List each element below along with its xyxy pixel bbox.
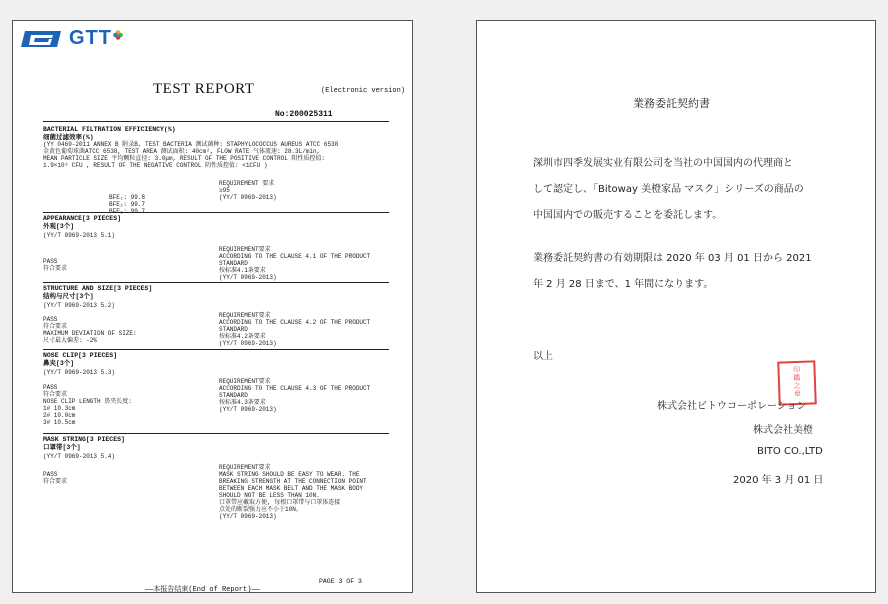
mask-string-requirement bbox=[219, 464, 367, 520]
requirement-line: REQUIREMENT要求 bbox=[219, 464, 271, 471]
result-line: 符合要求 bbox=[43, 391, 68, 398]
nose-clip-heading-cn: 鼻夹[3个] bbox=[43, 359, 75, 367]
appearance-requirement bbox=[219, 246, 370, 281]
result-line: 符合要求 bbox=[43, 478, 68, 485]
result-line: 符合要求 bbox=[43, 265, 68, 272]
nose-clip-section bbox=[43, 352, 117, 376]
requirement-line: ACCORDING TO THE CLAUSE 4.3 OF THE PRODUCT bbox=[219, 385, 371, 392]
nose-clip-result bbox=[43, 384, 132, 426]
requirement-line: BETWEEN EACH MASK BELT AND THE MASK BODY bbox=[219, 485, 364, 492]
requirement-line: 口罩带应戴取方便, 每根口罩带与口罩体连接 bbox=[219, 499, 341, 506]
paragraph-line: 年 2 月 28 日まで、1 年間になります。 bbox=[533, 279, 714, 290]
gtt-logo bbox=[21, 27, 123, 50]
mask-string-method: (YY/T 0969-2013 5.4) bbox=[43, 453, 116, 460]
result-line: MAXIMUM DEVIATION OF SIZE: bbox=[43, 330, 137, 337]
report-edition: (Electronic version) bbox=[321, 87, 406, 95]
bfe-requirement bbox=[219, 180, 277, 201]
requirement-line: REQUIREMENT要求 bbox=[219, 378, 271, 385]
bfe-section bbox=[43, 126, 338, 169]
requirement-line: MASK STRING SHOULD BE EASY TO WEAR. THE bbox=[219, 471, 360, 478]
requirement-line: ACCORDING TO THE CLAUSE 4.1 OF THE PRODUCT bbox=[219, 253, 371, 260]
appearance-result bbox=[43, 258, 67, 272]
requirement-line: STANDARD bbox=[219, 392, 248, 399]
requirement-line: 按标准4.1条要求 bbox=[219, 267, 266, 274]
appearance-heading: APPEARANCE[3 PIECES] bbox=[43, 215, 122, 222]
nose-clip-method: (YY/T 0969-2013 5.3) bbox=[43, 369, 116, 376]
mask-string-result bbox=[43, 471, 67, 485]
requirement-line: 按标准4.2条要求 bbox=[219, 333, 266, 340]
nose-clip-requirement bbox=[219, 378, 370, 413]
bfe-method-line: (YY 0469-2011 ANNEX B 附录B, TEST BACTERIA 测试菌种: STAPHYLOCOCCUS AUREUS ATCC 6538 bbox=[43, 141, 339, 148]
bfe-heading-cn: 细菌过滤效率(%) bbox=[43, 133, 94, 141]
appearance-section bbox=[43, 215, 121, 239]
requirement-line: REQUIREMENT要求 bbox=[219, 312, 271, 319]
structure-heading-cn: 结构与尺寸[3个] bbox=[43, 292, 94, 300]
divider bbox=[43, 212, 389, 213]
result-line: 2# 10.0cm bbox=[43, 412, 76, 419]
brand-name: GTT bbox=[69, 27, 112, 49]
structure-heading: STRUCTURE AND SIZE[3 PIECES] bbox=[43, 285, 153, 292]
company-name-en: BITO CO.,LTD bbox=[757, 446, 823, 457]
contract-title: 業務委託契約書 bbox=[633, 97, 710, 110]
requirement-line: (YY/T 0969-2013) bbox=[219, 406, 277, 413]
result-line: 3# 10.5cm bbox=[43, 419, 76, 426]
divider bbox=[43, 121, 389, 122]
requirement-line: (YY/T 0969-2013) bbox=[219, 194, 277, 201]
result-line: 符合要求 bbox=[43, 323, 68, 330]
requirement-line: (YY/T 0969-2013) bbox=[219, 513, 277, 520]
divider bbox=[43, 282, 389, 283]
contract-date: 2020 年 3 月 01 日 bbox=[733, 475, 824, 486]
requirement-line: STANDARD bbox=[219, 326, 248, 333]
paragraph-line: 深圳市四季发展实业有限公司を当社の中国国内の代理商と bbox=[533, 158, 793, 169]
flower-icon bbox=[113, 30, 123, 40]
result-line: PASS bbox=[43, 384, 58, 391]
company-name-cn: 株式会社美橙 bbox=[753, 425, 813, 436]
end-of-report: ——本报告结束(End of Report)—— bbox=[145, 586, 260, 594]
contract-paragraph-2 bbox=[533, 246, 812, 298]
report-number: No:200025311 bbox=[275, 110, 333, 119]
page-number: PAGE 3 OF 3 bbox=[319, 578, 362, 585]
paragraph-line: 中国国内での販売することを委託します。 bbox=[533, 210, 723, 221]
result-line: 尺寸最大偏差: -2% bbox=[43, 337, 98, 344]
appearance-heading-cn: 外观[3个] bbox=[43, 222, 75, 230]
contract-page bbox=[476, 20, 876, 593]
closing-word: 以上 bbox=[533, 351, 553, 362]
result-line: 1# 10.3cm bbox=[43, 405, 76, 412]
requirement-line: REQUIREMENT 要求 bbox=[219, 180, 275, 187]
requirement-line: SHOULD NOT BE LESS THAN 10N. bbox=[219, 492, 320, 499]
company-seal: 印 鑑 之 章 bbox=[777, 360, 817, 405]
result-line: PASS bbox=[43, 471, 58, 478]
appearance-method: (YY/T 0969-2013 5.1) bbox=[43, 232, 116, 239]
requirement-line: 点处的断裂强力应不小于10N。 bbox=[219, 506, 302, 513]
requirement-line: ≥95 bbox=[219, 187, 230, 194]
requirement-line: REQUIREMENT要求 bbox=[219, 246, 271, 253]
bfe-result: BFE₂: 99.7 bbox=[109, 201, 146, 208]
requirement-line: 按标准4.3条要求 bbox=[219, 399, 266, 406]
result-line: PASS bbox=[43, 258, 58, 265]
requirement-line: ACCORDING TO THE CLAUSE 4.2 OF THE PRODUCT bbox=[219, 319, 371, 326]
bfe-method-line: MEAN PARTICLE SIZE 平均颗粒直径: 3.0μm, RESULT OF THE POSITIVE CONTROL 阳性质控值: bbox=[43, 155, 326, 162]
mask-string-heading: MASK STRING[3 PIECES] bbox=[43, 436, 125, 443]
structure-requirement bbox=[219, 312, 370, 347]
divider bbox=[43, 349, 389, 350]
requirement-line: STANDARD bbox=[219, 260, 248, 267]
mask-string-section bbox=[43, 436, 125, 460]
contract-paragraph-1 bbox=[533, 151, 804, 229]
paragraph-line: して認定し、「Bitoway 美橙家品 マスク」シリーズの商品の bbox=[533, 184, 804, 195]
structure-section bbox=[43, 285, 152, 309]
bfe-method-line: 1.9×10³ CFU , RESULT OF THE NEGATIVE CONTROL 阴性质控值: <1CFU ) bbox=[43, 162, 268, 169]
bfe-result: BFE₃: 99.7 bbox=[109, 208, 146, 215]
bfe-result: BFE₁: 99.8 bbox=[109, 194, 146, 201]
structure-result bbox=[43, 316, 137, 344]
bfe-method-line: 金黄色葡萄球菌ATCC 6538, TEST AREA 测试面积: 40cm², FLOW RATE 气体流速: 28.3L/min, bbox=[43, 148, 321, 155]
structure-method: (YY/T 0969-2013 5.2) bbox=[43, 302, 116, 309]
gtt-logo-mark-icon bbox=[21, 29, 63, 49]
divider bbox=[43, 433, 389, 434]
company-name-jp: 株式会社ビトウコーポレーション bbox=[657, 401, 807, 412]
requirement-line: BREAKING STRENGTH AT THE CONNECTION POINT bbox=[219, 478, 367, 485]
mask-string-heading-cn: 口罩带[3个] bbox=[43, 443, 81, 451]
requirement-line: (YY/T 0969-2013) bbox=[219, 274, 277, 281]
requirement-line: (YY/T 0969-2013) bbox=[219, 340, 277, 347]
result-line: PASS bbox=[43, 316, 58, 323]
report-title: TEST REPORT bbox=[153, 81, 255, 97]
test-report-page bbox=[12, 20, 413, 593]
bfe-heading: BACTERIAL FILTRATION EFFICIENCY(%) bbox=[43, 126, 176, 133]
nose-clip-heading: NOSE CLIP[3 PIECES] bbox=[43, 352, 118, 359]
paragraph-line: 業務委託契約書の有効期限は 2020 年 03 月 01 日から 2021 bbox=[533, 253, 812, 264]
result-line: NOSE CLIP LENGTH 鼻夹长度: bbox=[43, 398, 132, 405]
